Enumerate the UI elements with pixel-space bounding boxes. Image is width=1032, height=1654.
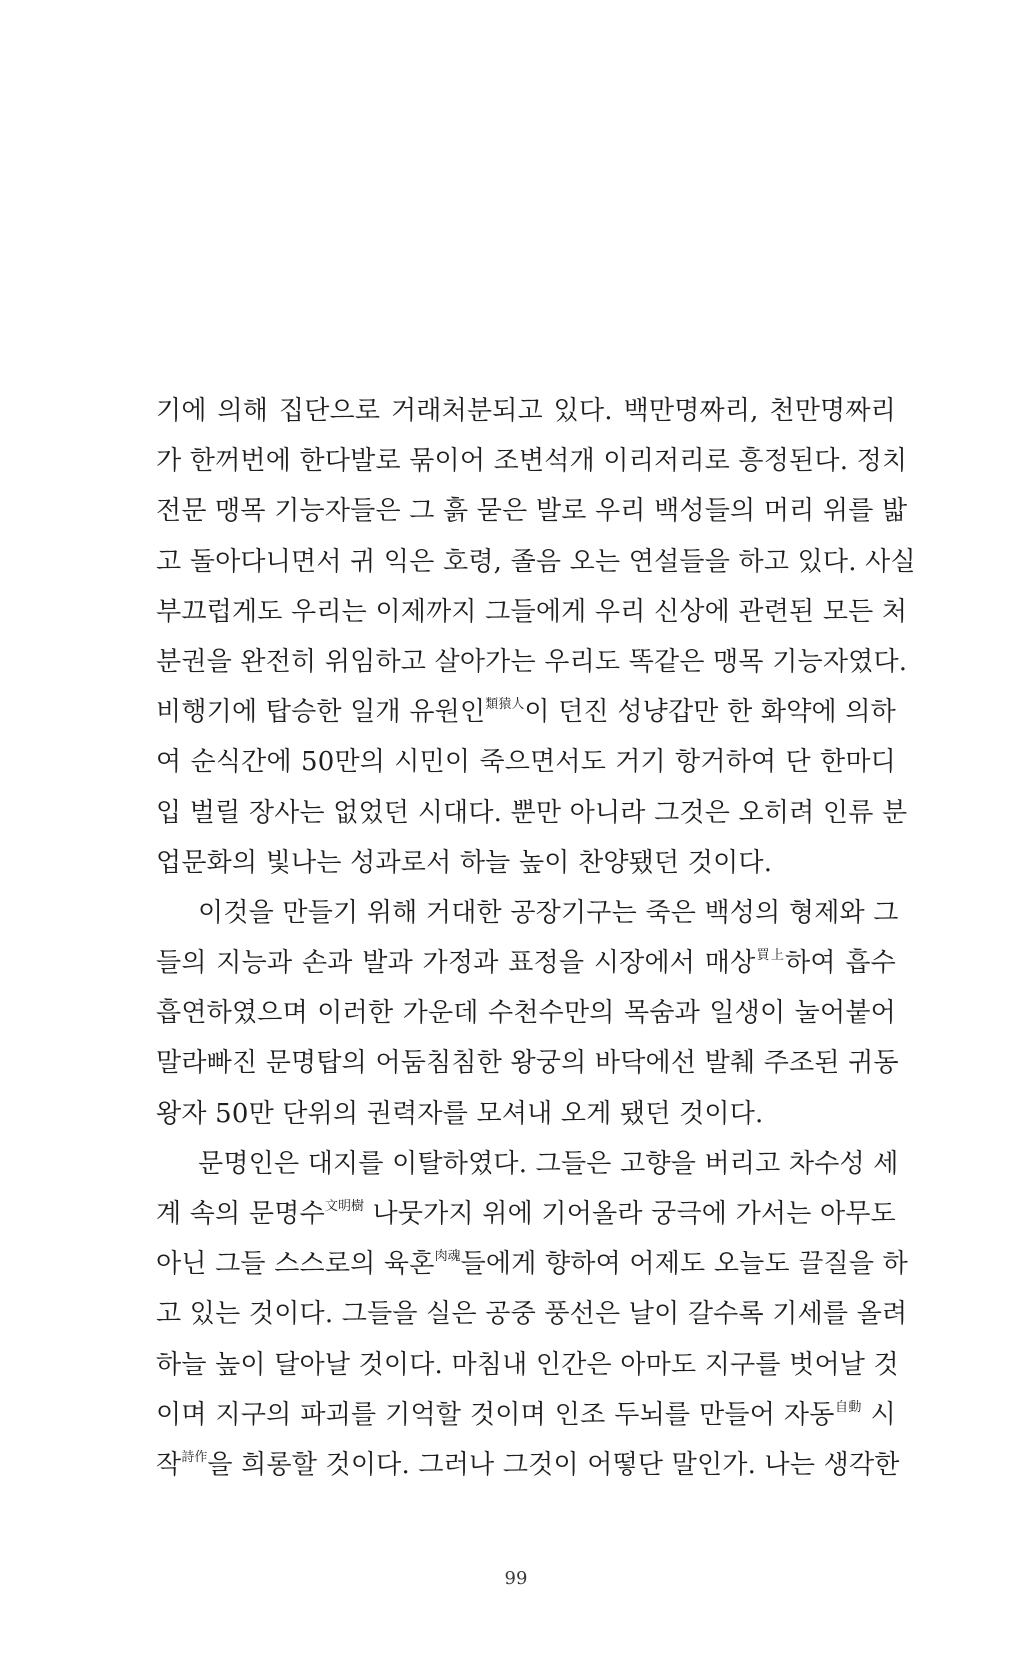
text-segment: 이며 지구의 파괴를 기억할 것이며 인조 두뇌를 만들어 자동 xyxy=(156,1399,835,1430)
text-line-5: 부끄럽게도 우리는 이제까지 그들에게 우리 신상에 관련된 모든 처 xyxy=(156,596,908,627)
text-segment: 시 xyxy=(861,1399,896,1430)
text-segment: 작 xyxy=(156,1449,182,1480)
text-line-18 xyxy=(156,1239,908,1289)
text-segment: 나뭇가지 위에 기어올라 궁극에 가서는 아무도 xyxy=(364,1199,896,1229)
text-line-16: 문명인은 대지를 이탈하였다. 그들은 고향을 버리고 차수성 세 xyxy=(198,1148,899,1179)
hanja-annotation: 自動 xyxy=(834,1399,862,1415)
text-segment: 하여 흡수 xyxy=(785,948,896,979)
text-line-7 xyxy=(156,687,896,737)
text-line-9: 입 벌릴 장사는 없었던 시대다. 뿐만 아니라 그것은 오히려 인류 분 xyxy=(156,797,908,828)
hanja-annotation: 買上 xyxy=(755,948,786,964)
text-segment: 이 던진 성냥갑만 한 화약에 의하 xyxy=(524,697,896,728)
text-line-3: 전문 맹목 기능자들은 그 흙 묻은 발로 우리 백성들의 머리 위를 밟 xyxy=(156,496,908,527)
text-line-17 xyxy=(156,1189,896,1239)
hanja-annotation: 文明樹 xyxy=(324,1199,365,1214)
text-segment: 아닌 그들 스스로의 육혼 xyxy=(156,1249,435,1280)
text-line-8: 여 순식간에 50만의 시민이 죽으면서도 거기 항거하여 단 한마디 xyxy=(156,747,896,778)
text-line-2: 가 한꺼번에 한다발로 묶이어 조변석개 이리저리로 흥정된다. 정치 xyxy=(156,446,908,477)
text-line-19: 고 있는 것이다. 그들을 실은 공중 풍선은 날이 갈수록 기세를 올려 xyxy=(156,1299,908,1330)
body-text xyxy=(156,386,916,1490)
text-line-1: 기에 의해 집단으로 거래처분되고 있다. 백만명짜리, 천만명짜리 xyxy=(156,396,896,426)
text-line-22 xyxy=(156,1440,900,1490)
page-number: 99 xyxy=(504,1568,528,1589)
hanja-annotation: 類猿人 xyxy=(485,697,525,713)
text-line-6: 분권을 완전히 위임하고 살아가는 우리도 똑같은 맹목 기능자였다. xyxy=(156,646,908,677)
text-line-12 xyxy=(156,938,896,988)
text-line-4: 고 돌아다니면서 귀 익은 호령, 졸음 오는 연설들을 하고 있다. 사실 xyxy=(156,546,916,577)
text-segment: 계 속의 문명수 xyxy=(156,1199,325,1229)
text-line-21 xyxy=(156,1390,896,1440)
text-line-15: 왕자 50만 단위의 권력자를 모셔내 오게 됐던 것이다. xyxy=(156,1098,764,1129)
text-line-10: 업문화의 빛나는 성과로서 하늘 높이 찬양됐던 것이다. xyxy=(156,847,773,878)
text-segment: 을 희롱할 것이다. 그러나 그것이 어떻단 말인가. 나는 생각한 xyxy=(207,1449,900,1480)
text-line-14: 말라빠진 문명탑의 어둠침침한 왕궁의 바닥에선 발췌 주조된 귀동 xyxy=(156,1048,899,1079)
text-line-11: 이것을 만들기 위해 거대한 공장기구는 죽은 백성의 형제와 그 xyxy=(198,897,899,928)
hanja-annotation: 肉魂 xyxy=(434,1249,461,1265)
text-segment: 들에게 향하여 어제도 오늘도 끌질을 하 xyxy=(460,1249,908,1280)
text-line-13: 흡연하였으며 이러한 가운데 수천수만의 목숨과 일생이 눌어붙어 xyxy=(156,998,896,1029)
text-segment: 비행기에 탑승한 일개 유원인 xyxy=(156,697,486,728)
text-line-20: 하늘 높이 달아날 것이다. 마침내 인간은 아마도 지구를 벗어날 것 xyxy=(156,1349,899,1380)
hanja-annotation: 詩作 xyxy=(181,1449,208,1465)
text-segment: 들의 지능과 손과 발과 가정과 표정을 시장에서 매상 xyxy=(156,948,756,979)
